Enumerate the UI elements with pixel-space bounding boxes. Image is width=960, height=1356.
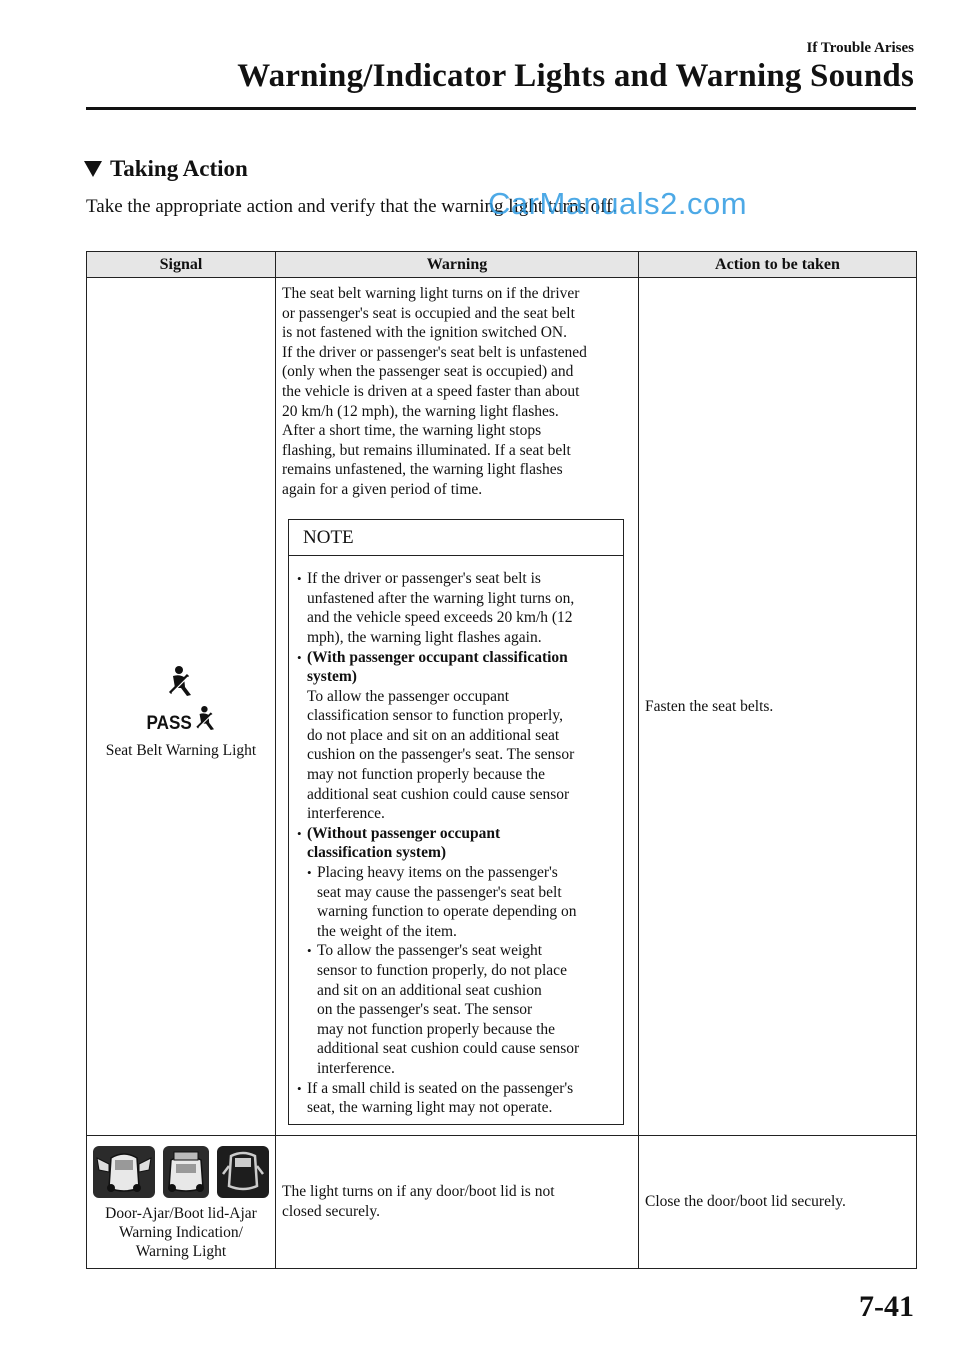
warning-table: [86, 251, 917, 1269]
note-line: interference.: [307, 805, 385, 823]
note-line: unfastened after the warning light turns on,: [307, 589, 575, 607]
note-line: warning function to operate depending on: [317, 903, 577, 921]
warning-line: flashing, but remains illuminated. If a seat belt: [282, 441, 571, 459]
warning-cell: [276, 1135, 639, 1268]
note-line: To allow the passenger occupant: [307, 687, 510, 705]
warning-line: 20 km/h (12 mph), the warning light flashes.: [282, 402, 559, 420]
note-item: [297, 824, 615, 1079]
note-line: do not place and sit on an additional seat: [307, 726, 560, 744]
watermark: CarManuals2.com: [488, 186, 748, 221]
table-row: [87, 1135, 917, 1268]
warning-line: is not fastened with the ignition switched ON.: [282, 324, 567, 342]
note-subitem: [307, 941, 615, 1078]
note-subitem: [307, 863, 615, 941]
warning-line: closed securely.: [282, 1202, 380, 1220]
warning-line: (only when the passenger seat is occupied) and: [282, 363, 574, 381]
note-line: cushion on the passenger's seat. The sensor: [307, 746, 575, 764]
car-boot-open-icon: [161, 1144, 211, 1200]
car-doors-open-icon: [91, 1144, 157, 1200]
title-rule: [86, 107, 916, 110]
page-title: Warning/Indicator Lights and Warning Sounds: [237, 58, 914, 94]
section-label: If Trouble Arises: [806, 40, 914, 56]
note-line: classification sensor to function properly,: [307, 707, 563, 725]
note-item: [297, 1079, 615, 1118]
note-line: may not function properly because the: [307, 766, 546, 784]
note-box: [288, 519, 624, 1125]
note-item: [297, 648, 615, 824]
warning-line: If the driver or passenger's seat belt is unfastened: [282, 343, 587, 361]
seatbelt-icon: [87, 665, 275, 699]
action-cell: Fasten the seat belts.: [639, 278, 917, 1136]
door-ajar-warning-icon: [215, 1144, 271, 1200]
note-line: • If the driver or passenger's seat belt is: [307, 570, 541, 588]
signal-label-line: Door-Ajar/Boot lid-Ajar: [105, 1205, 257, 1223]
warning-line: again for a given period of time.: [282, 480, 483, 498]
note-body: [289, 556, 623, 1124]
note-line: on the passenger's seat. The sensor: [317, 1001, 533, 1019]
note-line: • If a small child is seated on the passenger's: [307, 1079, 574, 1097]
signal-label-line: Warning Indication/: [118, 1224, 243, 1242]
header-action: Action to be taken: [639, 252, 917, 278]
signal-label: Seat Belt Warning Light: [105, 741, 257, 759]
pass-seatbelt-icon: [87, 703, 275, 737]
table-row: [87, 278, 917, 1136]
warning-line: remains unfastened, the warning light flashes: [282, 461, 563, 479]
note-line: additional seat cushion could cause sensor: [307, 785, 570, 803]
page-number: 7-41: [859, 1290, 914, 1323]
note-line: and sit on an additional seat cushion: [317, 981, 542, 999]
warning-cell: [276, 278, 639, 1136]
note-line: additional seat cushion could cause sensor: [317, 1040, 580, 1058]
signal-cell: [87, 1135, 276, 1268]
signal-label-line: Warning Light: [135, 1243, 227, 1261]
warning-text: [282, 284, 634, 500]
note-line: mph), the warning light flashes again.: [307, 628, 542, 646]
header-warning: Warning: [276, 252, 639, 278]
note-line: seat, the warning light may not operate.: [307, 1099, 553, 1117]
section-heading-text: Taking Action: [110, 156, 248, 181]
warning-line: The light turns on if any door/boot lid is not: [282, 1183, 555, 1201]
signal-cell: [87, 278, 276, 1136]
note-line: interference.: [317, 1059, 395, 1077]
note-title: NOTE: [289, 520, 623, 557]
warning-line: the vehicle is driven at a speed faster than about: [282, 382, 580, 400]
pass-text: PASS: [146, 712, 192, 734]
warning-line: The seat belt warning light turns on if the driver: [282, 285, 580, 302]
note-line: • Placing heavy items on the passenger's: [317, 864, 558, 882]
note-line: seat may cause the passenger's seat belt: [317, 883, 562, 901]
note-line: • To allow the passenger's seat weight: [317, 942, 543, 960]
intro-text: Take the appropriate action and verify that the warning light turns off.: [86, 196, 618, 217]
note-line: system): [307, 668, 357, 686]
note-line: may not function properly because the: [317, 1020, 556, 1038]
action-cell: Close the door/boot lid securely.: [639, 1135, 917, 1268]
door-icons: [87, 1144, 275, 1200]
note-line: the weight of the item.: [317, 922, 457, 940]
note-line: classification system): [307, 844, 447, 862]
triangle-bullet-icon: [84, 161, 102, 177]
table-header-row: [87, 252, 917, 278]
warning-line: After a short time, the warning light stops: [282, 422, 542, 440]
warning-line: or passenger's seat is occupied and the seat belt: [282, 304, 575, 322]
header-signal: Signal: [87, 252, 276, 278]
note-item: [297, 569, 615, 647]
note-line: • (With passenger occupant classification: [307, 648, 568, 666]
signal-label: [87, 1204, 275, 1261]
note-line: sensor to function properly, do not place: [317, 962, 567, 979]
note-line: and the vehicle speed exceeds 20 km/h (12: [307, 609, 573, 627]
section-heading: [84, 156, 248, 182]
note-line: • (Without passenger occupant: [307, 824, 501, 842]
